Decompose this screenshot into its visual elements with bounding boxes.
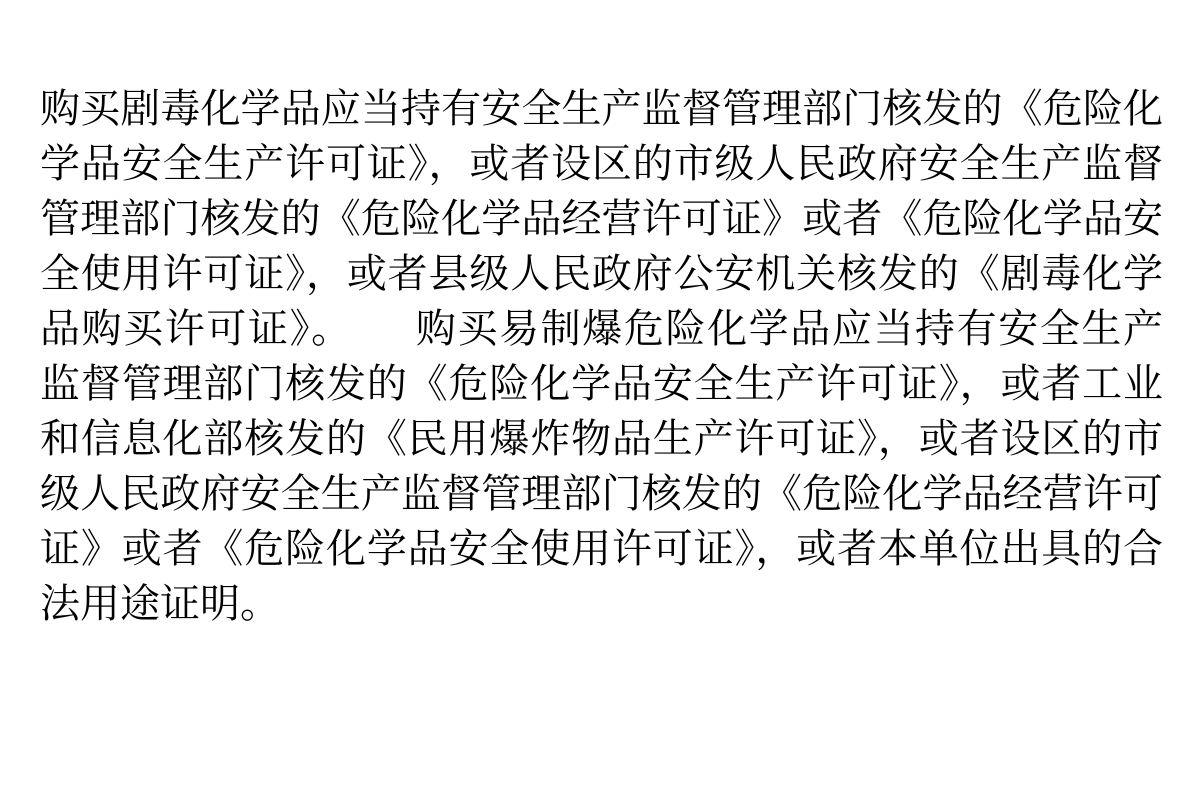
text-line-10: 法用途证明。	[40, 581, 280, 626]
text-line-7: 和信息化部核发的《民用爆炸物品生产许可证》，或者设区的市	[40, 416, 1163, 461]
text-line-2: 学品安全生产许可证》，或者设区的市级人民政府安全生产监督	[40, 141, 1163, 186]
text-line-5: 品购买许可证》。 购买易制爆危险化学品应当持有安全生产	[40, 306, 1163, 351]
text-line-9: 证》或者《危险化学品安全使用许可证》，或者本单位出具的合	[40, 526, 1163, 571]
text-line-1: 购买剧毒化学品应当持有安全生产监督管理部门核发的《危险化	[40, 86, 1163, 131]
document-body	[40, 81, 1163, 631]
text-line-3: 管理部门核发的《危险化学品经营许可证》或者《危险化学品安	[40, 196, 1163, 241]
text-line-4: 全使用许可证》，或者县级人民政府公安机关核发的《剧毒化学	[40, 251, 1163, 296]
text-line-8: 级人民政府安全生产监督管理部门核发的《危险化学品经营许可	[40, 471, 1163, 516]
text-line-6: 监督管理部门核发的《危险化学品安全生产许可证》，或者工业	[40, 361, 1163, 406]
